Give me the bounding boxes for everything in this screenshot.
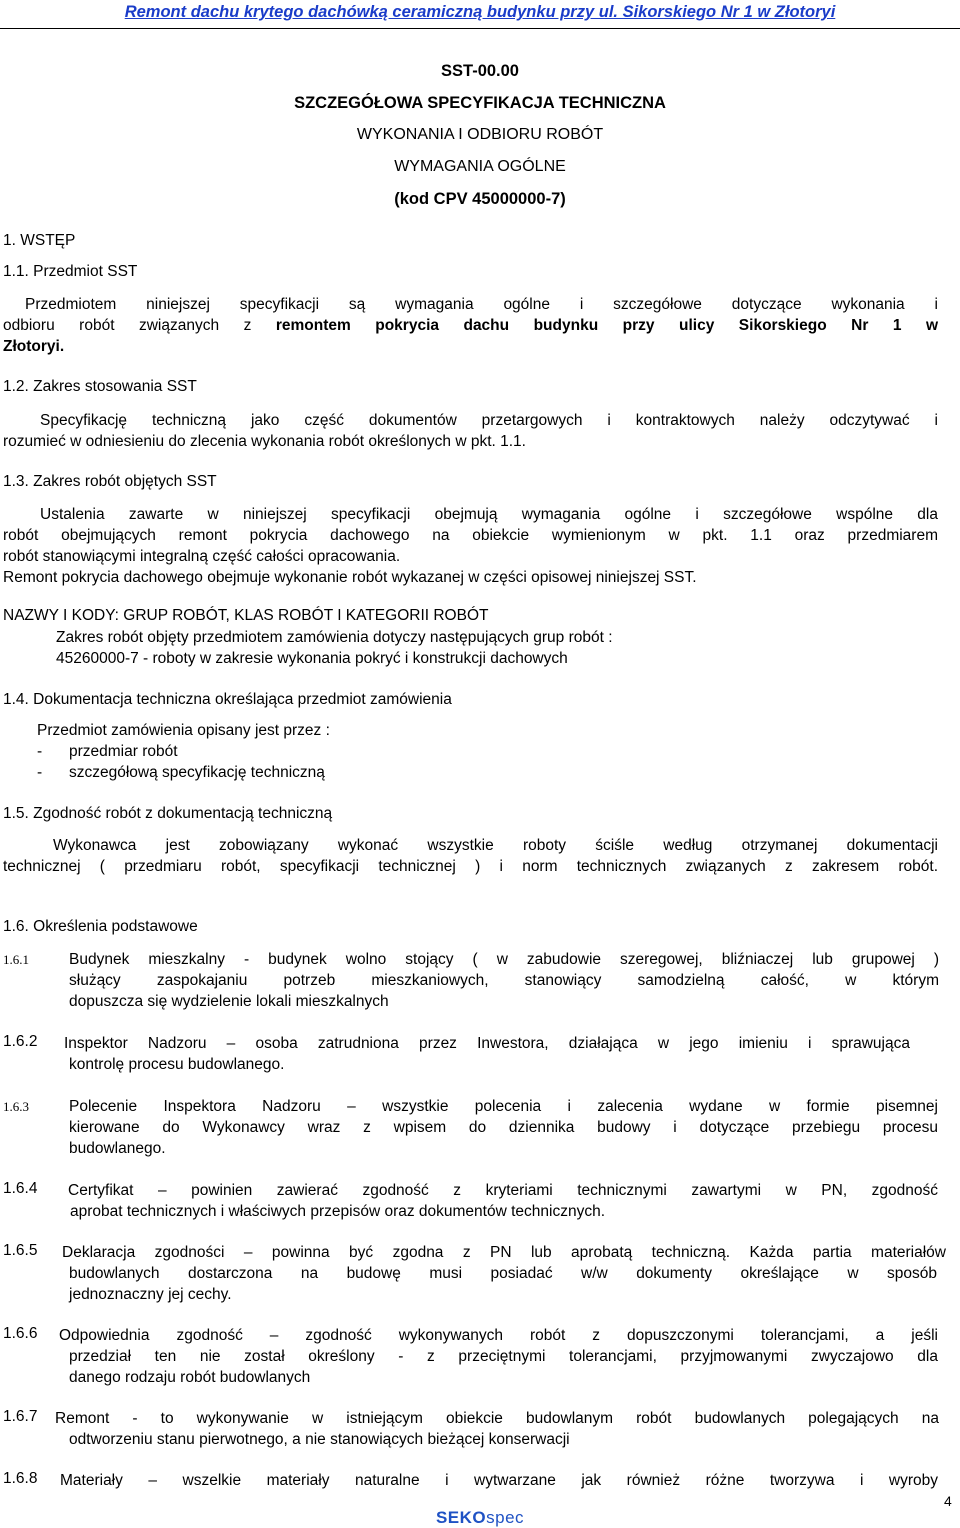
codes-title: NAZWY I KODY: GRUP ROBÓT, KLAS ROBÓT I KATEGORII ROBÓT	[3, 607, 489, 624]
def-number: 1.6.8	[3, 1470, 38, 1487]
section-1-3-body: Ustalenia zawarte w niniejszej specyfikacji obejmują wymagania ogólne i szczegółowe wspólne dla robót obejmujących remont pokrycia dachowego na obiekcie wymienionym w pkt. 1.1 oraz przedmiarem robót stanowiącymi integralną część całości opracowania. Remont pokrycia dachowego obejmuje wykonanie robót wykazanej w części opisowej niniejszej SST.	[3, 506, 938, 586]
def-number: 1.6.4	[3, 1180, 38, 1197]
definition: Materiały – wszelkie materiały naturalne i wytwarzane jak również różne tworzywa i wyroby	[60, 1472, 938, 1489]
sekospec-logo: SEKOspec	[435, 1508, 525, 1527]
object-name: remontem pokrycia dachu budynku przy ulicy Sikorskiego Nr 1 w	[275, 317, 939, 334]
cpv-code: (kod CPV 45000000-7)	[394, 190, 566, 208]
list-item-text: szczegółową specyfikację techniczną	[69, 764, 325, 781]
def-number: 1.6.1	[3, 952, 29, 967]
codes-item: 45260000-7 - roboty w zakresie wykonania pokryć i konstrukcji dachowych	[56, 650, 568, 667]
header-title: Remont dachu krytego dachówką ceramiczną budynku przy ul. Sikorskiego Nr 1 w Złotoryi	[124, 3, 836, 21]
list-item: -	[37, 743, 43, 760]
def-number: 1.6.5	[3, 1242, 38, 1259]
page-number: 4	[944, 1493, 952, 1509]
section-1-5-title: 1.5. Zgodność robót z dokumentacją techniczną	[3, 805, 333, 822]
section-1-4-intro: Przedmiot zamówienia opisany jest przez :	[37, 722, 330, 739]
section-1-6-title: 1.6. Określenia podstawowe	[3, 918, 198, 935]
section-1-4-title: 1.4. Dokumentacja techniczna określająca przedmiot zamówienia	[3, 691, 452, 708]
doc-title-line1: SZCZEGÓŁOWA SPECYFIKACJA TECHNICZNA	[294, 94, 666, 112]
doc-title-line3: WYMAGANIA OGÓLNE	[394, 158, 566, 175]
spec-code: SST-00.00	[441, 62, 519, 80]
definition: Deklaracja zgodności – powinna być zgodna z PN lub aprobatą techniczną. Każda partia materiałów budowlanych dostarczona na budowę musi posiadać w/w dokumenty określające w sposób jednoznaczny jej cechy.	[62, 1244, 946, 1303]
codes-intro: Zakres robót objęty przedmiotem zamówienia dotyczy następujących grup robót :	[56, 629, 613, 646]
section-1-1-title: 1.1. Przedmiot SST	[3, 263, 138, 280]
section-1-1-body: Przedmiotem niniejszej specyfikacji są wymagania ogólne i szczegółowe dotyczące wykonania i odbioru robót związanych z remontem pokrycia dachu budynku przy ulicy Sikorskiego Nr 1 w Złotoryi.	[3, 296, 939, 355]
definition: Remont - to wykonywanie w istniejącym obiekcie budowlanym robót budowlanych polegających na odtworzeniu stanu pierwotnego, a nie stanowiących bieżącej konserwacji	[55, 1410, 939, 1448]
definition: Polecenie Inspektora Nadzoru – wszystkie polecenia i zalecenia wydane w formie pisemnej kierowane do Wykonawcy wraz z wpisem do dziennika budowy i dotyczące przebiegu procesu budowlanego.	[69, 1098, 938, 1157]
def-number: 1.6.7	[3, 1408, 38, 1425]
list-item-text: przedmiar robót	[69, 743, 178, 760]
definition: Budynek mieszkalny - budynek wolno stojący ( w zabudowie szeregowej, bliźniaczej lub grupowej ) służący zaspokajaniu potrzeb mieszkaniowych, stanowiący samodzielną całość, w którym dopuszcza się wydzielenie lokali mieszkalnych	[69, 951, 939, 1010]
page-header	[0, 0, 960, 29]
list-item: -	[37, 764, 43, 781]
definition: Certyfikat – powinien zawierać zgodność z kryteriami technicznymi zawartymi w PN, zgodność aprobat technicznych i właściwych przepisów oraz dokumentów technicznych.	[68, 1182, 938, 1220]
def-number: 1.6.3	[3, 1099, 29, 1114]
section-1-2-title: 1.2. Zakres stosowania SST	[3, 378, 197, 395]
section-1-2-body: Specyfikację techniczną jako część dokumentów przetargowych i kontraktowych należy odczytywać i rozumieć w odniesieniu do zlecenia wykonania robót określonych w pkt. 1.1.	[3, 412, 938, 450]
def-number: 1.6.6	[3, 1325, 38, 1342]
section-1-3-title: 1.3. Zakres robót objętych SST	[3, 473, 217, 490]
section-1-5-body: Wykonawca jest zobowiązany wykonać wszystkie roboty ściśle według otrzymanej dokumentacji technicznej ( przedmiaru robót, specyfikacji technicznej ) i norm technicznych związanych z zakresem robót.	[3, 837, 938, 875]
section-1-title: 1. WSTĘP	[3, 232, 76, 249]
definition: Odpowiednia zgodność – zgodność wykonywanych robót z dopuszczonymi tolerancjami, a jeśli przedział ten nie został określony - z przeciętnymi tolerancjami, przyjmowanymi zwyczajowo dla danego rodzaju robót budowlanych	[59, 1327, 938, 1386]
doc-title-line2: WYKONANIA I ODBIORU ROBÓT	[356, 126, 604, 143]
definition: Inspektor Nadzoru – osoba zatrudniona przez Inwestora, działająca w jego imieniu i sprawująca kontrolę procesu budowlanego.	[64, 1035, 910, 1073]
def-number: 1.6.2	[3, 1033, 38, 1050]
